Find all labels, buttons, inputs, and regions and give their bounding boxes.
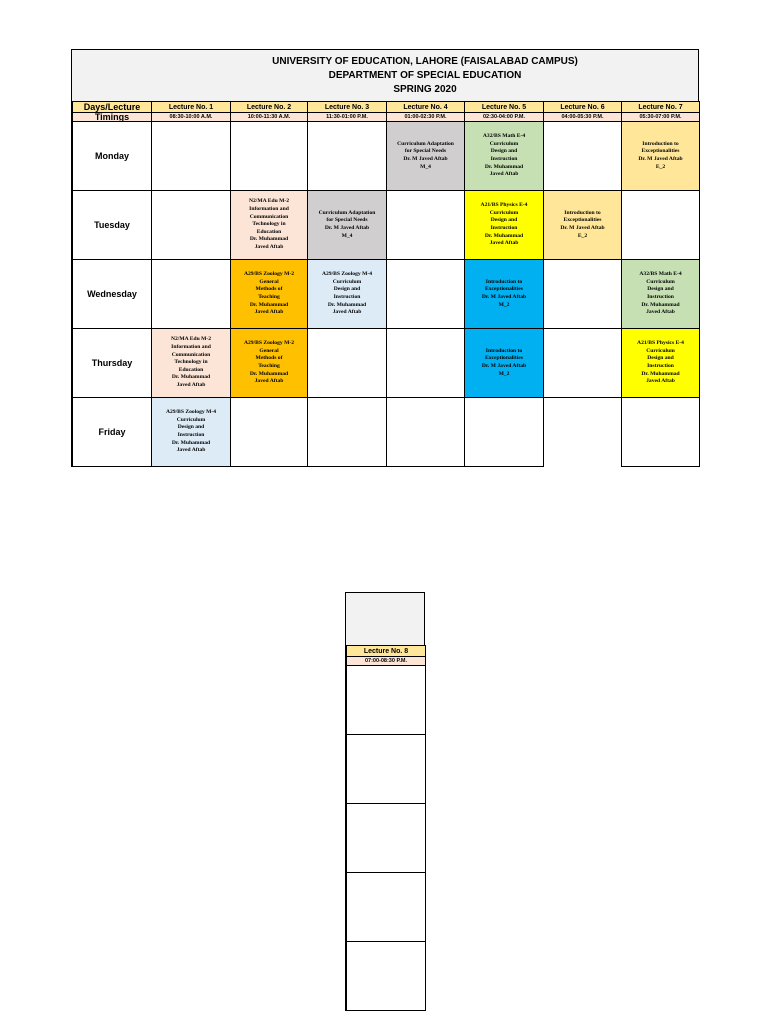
timetable-sheet — [71, 49, 699, 467]
class-slot — [152, 398, 231, 467]
class-slot-line: Curriculum Adaptation — [318, 209, 376, 216]
day-row-tuesday — [73, 191, 700, 260]
class-slot-line: Dr. Muhammad — [249, 236, 289, 243]
lecture-header: Lecture No. 3 — [308, 102, 387, 113]
class-slot-line: N2/MA Edu M-2 — [248, 198, 290, 205]
slot-empty — [152, 260, 231, 329]
timetable-grid — [72, 101, 700, 467]
class-slot-line: Methods of — [255, 355, 283, 362]
class-slot-line: for Special Needs — [326, 217, 368, 224]
class-slot-line: Introduction to — [564, 209, 601, 216]
class-slot-line: Javed Aftab — [254, 309, 284, 316]
class-slot — [622, 260, 700, 329]
class-slot-line: Dr. M Javed Aftab — [324, 225, 370, 231]
class-slot-line: Dr. Muhammad — [327, 301, 367, 308]
class-slot-line: Teaching — [258, 363, 280, 369]
class-slot-line: Dr. Muhammad — [249, 301, 289, 308]
slot-empty — [231, 122, 308, 191]
class-slot-line: Javed Aftab — [646, 378, 675, 385]
class-slot-line: Introduction to — [485, 347, 523, 354]
day-label: Tuesday — [73, 191, 152, 260]
class-slot-line: A29/BS Zoology M-4 — [321, 271, 373, 278]
class-slot-line: A29/BS Zoology M-2 — [243, 271, 295, 278]
class-slot-line: Instruction — [490, 225, 518, 231]
class-slot-line: Dr. Muhammad — [641, 301, 680, 308]
timetable-overflow-sheet — [345, 592, 425, 1011]
class-slot-line: Javed Aftab — [254, 243, 284, 250]
class-slot-line: Design and — [490, 148, 518, 155]
slot-empty — [387, 191, 465, 260]
class-slot-line: M_2 — [498, 370, 510, 377]
class-slot-line: for Special Needs — [404, 148, 447, 155]
lecture-header: Lecture No. 2 — [231, 102, 308, 113]
slot-empty — [544, 122, 622, 191]
class-slot-line: Javed Aftab — [254, 378, 284, 385]
slot-empty — [308, 398, 387, 467]
class-slot-line: Education — [256, 228, 282, 235]
slot-empty — [387, 329, 465, 398]
slot-empty — [308, 329, 387, 398]
lecture-time: 04:00-05:30 P.M. — [544, 113, 622, 122]
class-slot-line: Dr. Muhammad — [484, 163, 524, 170]
class-slot-line: General — [259, 347, 279, 354]
class-slot-line: Exceptionalities — [641, 148, 680, 155]
slot-empty — [544, 329, 622, 398]
class-slot-line: Dr. Muhammad — [249, 370, 289, 377]
slot-empty — [465, 398, 544, 467]
class-slot-line: Exceptionalities — [485, 286, 523, 293]
class-slot-line: Javed Aftab — [176, 447, 206, 454]
class-slot — [544, 191, 622, 260]
day-row-monday — [73, 122, 700, 191]
lecture-time: 07:00-08:30 P.M. — [347, 657, 426, 666]
class-slot — [152, 329, 231, 398]
class-slot-line: Communication — [171, 351, 211, 358]
class-slot-line: Design and — [177, 424, 205, 431]
class-slot-line: Technology in — [252, 221, 286, 228]
class-slot-line: Technology in — [174, 359, 208, 366]
slot-empty — [347, 873, 426, 942]
slot-empty — [347, 666, 426, 735]
class-slot-line: Javed Aftab — [332, 309, 362, 316]
lecture-header: Lecture No. 6 — [544, 102, 622, 113]
class-slot-line: Dr. M Javed Aftab — [481, 363, 527, 369]
lecture-header-row — [73, 102, 700, 113]
overflow-day-row — [347, 735, 426, 804]
day-label: Monday — [73, 122, 152, 191]
slot-empty — [231, 398, 308, 467]
slot-empty — [308, 122, 387, 191]
class-slot-line: Curriculum — [646, 347, 675, 354]
class-slot-line: A32/BS Math E-4 — [482, 133, 526, 140]
class-slot-line: M_2 — [498, 301, 510, 308]
timings-row — [73, 113, 700, 122]
class-slot-line: A29/BS Zoology M-4 — [165, 409, 217, 416]
class-slot-line: Dr. M Javed Aftab — [560, 225, 605, 231]
day-label: Wednesday — [73, 260, 152, 329]
class-slot-line: Dr. Muhammad — [171, 374, 211, 381]
class-slot-line: Information and — [249, 206, 289, 213]
class-slot-line: M_4 — [420, 163, 431, 170]
lecture-header: Lecture No. 5 — [465, 102, 544, 113]
slot-empty — [387, 260, 465, 329]
class-slot-line: A21/BS Physics E-4 — [637, 340, 684, 347]
class-slot — [622, 329, 700, 398]
class-slot-line: Curriculum — [489, 140, 519, 147]
day-row-wednesday — [73, 260, 700, 329]
lecture-header: Lecture No. 7 — [622, 102, 700, 113]
class-slot — [231, 260, 308, 329]
class-slot-line: Instruction — [647, 363, 674, 369]
class-slot-line: Curriculum — [646, 278, 675, 285]
class-slot-line: Dr. Muhammad — [484, 232, 524, 239]
class-slot-line: Instruction — [177, 432, 205, 438]
slot-empty — [347, 735, 426, 804]
class-slot-line: Curriculum — [489, 209, 519, 216]
class-slot-line: Exceptionalities — [485, 355, 523, 362]
class-slot-line: A29/BS Zoology M-2 — [243, 340, 295, 347]
lecture-time: 08:30-10:00 A.M. — [152, 113, 231, 122]
class-slot-line: Introduction to — [485, 278, 523, 285]
university-title: UNIVERSITY OF EDUCATION, LAHORE (FAISALABAD CAMPUS) — [272, 55, 578, 67]
slot-empty — [387, 398, 465, 467]
slot-empty — [622, 191, 700, 260]
class-slot-line: Design and — [647, 355, 674, 362]
class-slot-line: Javed Aftab — [646, 309, 675, 316]
class-slot — [622, 122, 700, 191]
lecture-header: Lecture No. 1 — [152, 102, 231, 113]
lecture-time: 11:30-01:00 P.M. — [308, 113, 387, 122]
class-slot-line: Instruction — [647, 294, 674, 300]
slot-empty — [152, 122, 231, 191]
class-slot-line: Design and — [647, 286, 674, 293]
class-slot-line: Javed Aftab — [489, 171, 519, 178]
class-slot-line: Dr. M Javed Aftab — [403, 156, 448, 162]
day-label: Friday — [73, 398, 152, 467]
overflow-day-row — [347, 942, 426, 1011]
class-slot-line: Curriculum — [176, 416, 206, 423]
lecture-header: Lecture No. 4 — [387, 102, 465, 113]
overflow-day-row — [347, 804, 426, 873]
class-slot-line: Exceptionalities — [563, 217, 602, 224]
lecture-header-row — [347, 646, 426, 657]
class-slot — [308, 260, 387, 329]
slot-empty — [152, 191, 231, 260]
class-slot — [465, 329, 544, 398]
class-slot-line: Javed Aftab — [489, 240, 519, 247]
slot-empty — [347, 942, 426, 1011]
slot-empty — [622, 398, 700, 467]
class-slot-line: Instruction — [490, 156, 518, 162]
lecture-time: 01:00-02:30 P.M. — [387, 113, 465, 122]
overflow-grid — [346, 645, 426, 1011]
class-slot-line: Dr. Muhammad — [171, 439, 211, 446]
days-lecture-header: Days/Lecture — [73, 102, 152, 113]
class-slot-line: Curriculum Adaptation — [397, 140, 454, 147]
day-row-thursday — [73, 329, 700, 398]
class-slot-line: Dr. Muhammad — [641, 370, 680, 377]
class-slot-line: Design and — [333, 286, 361, 293]
lecture-time: 10:00-11:30 A.M. — [231, 113, 308, 122]
class-slot-line: Dr. M Javed Aftab — [638, 156, 683, 162]
class-slot — [465, 191, 544, 260]
class-slot — [231, 191, 308, 260]
class-slot-line: M_4 — [341, 232, 353, 239]
day-row-friday — [73, 398, 700, 467]
lecture-time: 05:30-07:00 P.M. — [622, 113, 700, 122]
class-slot — [231, 329, 308, 398]
slot-empty — [544, 398, 622, 467]
class-slot-line: General — [259, 278, 279, 285]
class-slot — [308, 191, 387, 260]
class-slot — [387, 122, 465, 191]
class-slot-line: A32/BS Math E-4 — [639, 271, 682, 278]
class-slot-line: Information and — [171, 344, 211, 351]
timings-header: Timings — [73, 113, 152, 122]
slot-empty — [544, 260, 622, 329]
overflow-day-row — [347, 873, 426, 942]
lecture-header: Lecture No. 8 — [347, 646, 426, 657]
slot-empty — [347, 804, 426, 873]
department-title: DEPARTMENT OF SPECIAL EDUCATION — [328, 69, 522, 81]
class-slot-line: Education — [178, 366, 204, 373]
class-slot-line: Communication — [249, 213, 289, 220]
class-slot-line: Design and — [490, 217, 518, 224]
timetable-title-block — [72, 50, 699, 101]
class-slot-line: Curriculum — [332, 278, 362, 285]
class-slot-line: Methods of — [255, 286, 283, 293]
overflow-day-row — [347, 666, 426, 735]
class-slot-line: A21/BS Physics E-4 — [480, 202, 528, 209]
lecture-time: 02:30-04:00 P.M. — [465, 113, 544, 122]
class-slot-line: E_2 — [655, 163, 666, 170]
class-slot-line: Dr. M Javed Aftab — [481, 294, 527, 300]
timings-row — [347, 657, 426, 666]
class-slot-line: Javed Aftab — [176, 381, 206, 388]
class-slot-line: N2/MA Edu M-2 — [170, 336, 212, 343]
class-slot-line: Instruction — [333, 294, 361, 300]
class-slot — [465, 122, 544, 191]
day-label: Thursday — [73, 329, 152, 398]
semester-title: SPRING 2020 — [393, 83, 457, 95]
class-slot-line: E_2 — [577, 232, 588, 239]
class-slot — [465, 260, 544, 329]
class-slot-line: Teaching — [258, 294, 280, 300]
class-slot-line: Introduction to — [642, 140, 679, 147]
overflow-title-block — [346, 593, 425, 645]
